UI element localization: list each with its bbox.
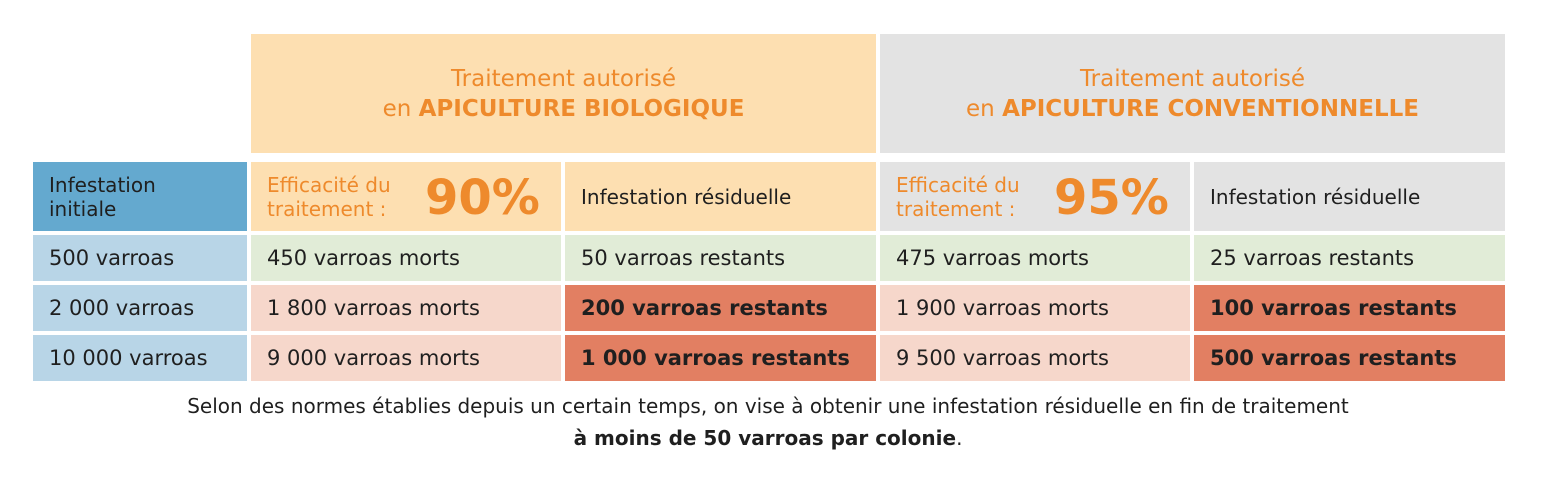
row-1-initial: 500 varroas: [33, 235, 247, 281]
row-2-conv-dead: 1 900 varroas morts: [880, 285, 1190, 331]
header-bio-strong: APICULTURE BIOLOGIQUE: [418, 95, 745, 122]
row-1-conv-left: 25 varroas restants: [1194, 235, 1505, 281]
initial-header-line2: initiale: [49, 196, 117, 221]
row-2-bio-left: 200 varroas restants: [565, 285, 876, 331]
header-conv: [880, 34, 1505, 153]
row-2-initial: 2 000 varroas: [33, 285, 247, 331]
row-3-initial: 10 000 varroas: [33, 335, 247, 381]
row-3-bio-left: 1 000 varroas restants: [565, 335, 876, 381]
conv-residual-label: Infestation résiduelle: [1210, 184, 1421, 209]
row-3-bio-dead: 9 000 varroas morts: [251, 335, 561, 381]
conv-efficacy-header: [880, 162, 1190, 231]
bio-efficacy-header: [251, 162, 561, 231]
row-1-conv-dead: 475 varroas morts: [880, 235, 1190, 281]
row-2-conv-left: 100 varroas restants: [1194, 285, 1505, 331]
header-conv-line1: Traitement autorisé: [1080, 65, 1305, 92]
footnote-line2: [0, 422, 1536, 454]
conv-efficacy-value: 95%: [1054, 170, 1169, 226]
footnote-bold: à moins de 50 varroas par colonie: [573, 426, 957, 450]
conv-efficacy-label-line1: Efficacité du: [896, 172, 1020, 197]
bio-efficacy-label-line2: traitement :: [267, 196, 387, 221]
header-bio: [251, 34, 876, 153]
header-conv-strong: APICULTURE CONVENTIONNELLE: [1002, 95, 1419, 122]
footnote-end: .: [956, 426, 963, 450]
row-2-bio-dead: 1 800 varroas morts: [251, 285, 561, 331]
row-3-conv-dead: 9 500 varroas morts: [880, 335, 1190, 381]
header-bio-prefix: en: [382, 95, 419, 122]
bio-efficacy-label-line1: Efficacité du: [267, 172, 391, 197]
row-1-bio-dead: 450 varroas morts: [251, 235, 561, 281]
bio-residual-header: [565, 162, 876, 231]
initial-infestation-header: [33, 162, 247, 231]
header-conv-prefix: en: [966, 95, 1003, 122]
row-1-bio-left: 50 varroas restants: [565, 235, 876, 281]
conv-residual-header: [1194, 162, 1505, 231]
initial-header-line1: Infestation: [49, 172, 156, 197]
row-3-conv-left: 500 varroas restants: [1194, 335, 1505, 381]
header-bio-line1: Traitement autorisé: [451, 65, 676, 92]
footnote-line1: Selon des normes établies depuis un certain temps, on vise à obtenir une infestation résiduelle en fin de traitement: [187, 394, 1349, 418]
bio-residual-label: Infestation résiduelle: [581, 184, 792, 209]
bio-efficacy-value: 90%: [425, 170, 540, 226]
conv-efficacy-label-line2: traitement :: [896, 196, 1016, 221]
